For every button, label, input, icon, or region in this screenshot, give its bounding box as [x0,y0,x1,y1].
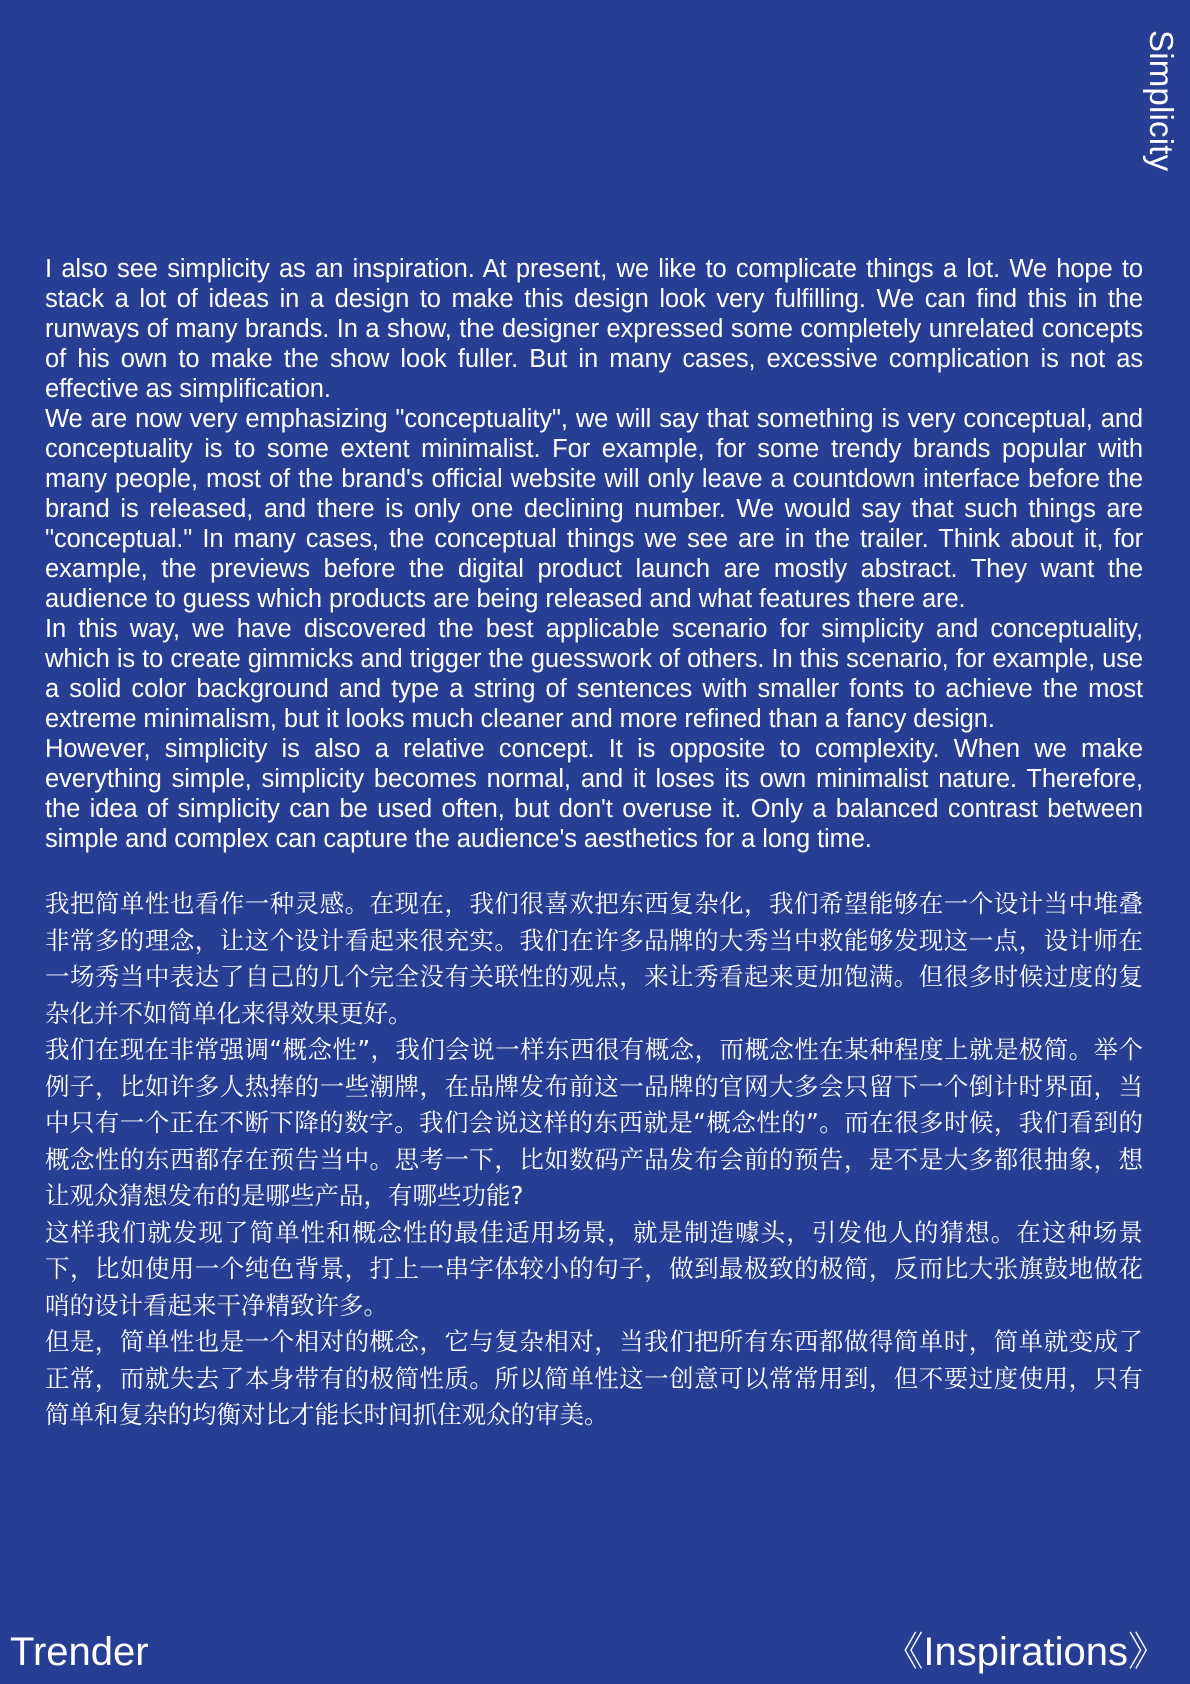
chinese-paragraph-4: 但是，简单性也是一个相对的概念，它与复杂相对，当我们把所有东西都做得简单时，简单就变成了正常，而就失去了本身带有的极简性质。所以简单性这一创意可以常常用到，但不要过度使用，只有简单和复杂的均衡对比才能长时间抓住观众的审美。 [45,1327,1143,1429]
chinese-paragraph-3: 这样我们就发现了简单性和概念性的最佳适用场景，就是制造噱头，引发他人的猜想。在这种场景下，比如使用一个纯色背景，打上一串字体较小的句子，做到最极致的极简，反而比大张旗鼓地做花哨的设计看起来干净精致许多。 [45,1217,1143,1320]
english-section [45,254,1143,854]
chinese-paragraph-2: 我们在现在非常强调“概念性”，我们会说一样东西很有概念，而概念性在某种程度上就是极简。举个例子，比如许多人热捧的一些潮牌，在品牌发布前这一品牌的官网大多会只留下一个倒计时界面，当中只有一个正在不断下降的数字。我们会说这样的东西就是“概念性的”。而在很多时候，我们看到的概念性的东西都存在预告当中。思考一下，比如数码产品发布会前的预告，是不是大多都很抽象，想让观众猜想发布的是哪些产品，有哪些功能? [45,1035,1143,1210]
article-body [45,254,1143,1434]
section-title: 《Inspirations》 [883,1630,1168,1674]
english-paragraph-1: I also see simplicity as an inspiration. At present, we like to complicate things a lot. We hope to stack a lot of ideas in a design to make this design look very fulfilling. We can find this in the runways of many brands. In a show, the designer expressed some completely unrelated concepts of his own to make the show look fuller. But in many cases, excessive complication is not as effective as simplification. [45,255,1143,403]
chinese-section [45,886,1143,1434]
side-title: Simplicity [1143,30,1180,172]
brand-name: Trender [10,1630,149,1674]
english-paragraph-3: In this way, we have discovered the best applicable scenario for simplicity and conceptuality, which is to create gimmicks and trigger the guesswork of others. In this scenario, for example, use a solid color background and type a string of sentences with smaller fonts to achieve the most extreme minimalism, but it looks much cleaner and more refined than a fancy design. [45,615,1143,733]
chinese-paragraph-1: 我把简单性也看作一种灵感。在现在，我们很喜欢把东西复杂化，我们希望能够在一个设计当中堆叠非常多的理念，让这个设计看起来很充实。我们在许多品牌的大秀当中救能够发现这一点，设计师在一场秀当中表达了自己的几个完全没有关联性的观点，来让秀看起来更加饱满。但很多时候过度的复杂化并不如简单化来得效果更好。 [45,889,1143,1028]
english-paragraph-2: We are now very emphasizing "conceptuality", we will say that something is very conceptual, and conceptuality is to some extent minimalist. For example, for some trendy brands popular with many people, most of the brand's official website will only leave a countdown interface before the brand is released, and there is only one declining number. We would say that such things are "conceptual." In many cases, the conceptual things we see are in the trailer. Think about it, for example, the previews before the digital product launch are mostly abstract. They want the audience to guess which products are being released and what features there are. [45,405,1143,613]
english-paragraph-4: However, simplicity is also a relative concept. It is opposite to complexity. When we make everything simple, simplicity becomes normal, and it loses its own minimalist nature. Therefore, the idea of simplicity can be used often, but don't overuse it. Only a balanced contrast between simple and complex can capture the audience's aesthetics for a long time. [45,735,1143,853]
